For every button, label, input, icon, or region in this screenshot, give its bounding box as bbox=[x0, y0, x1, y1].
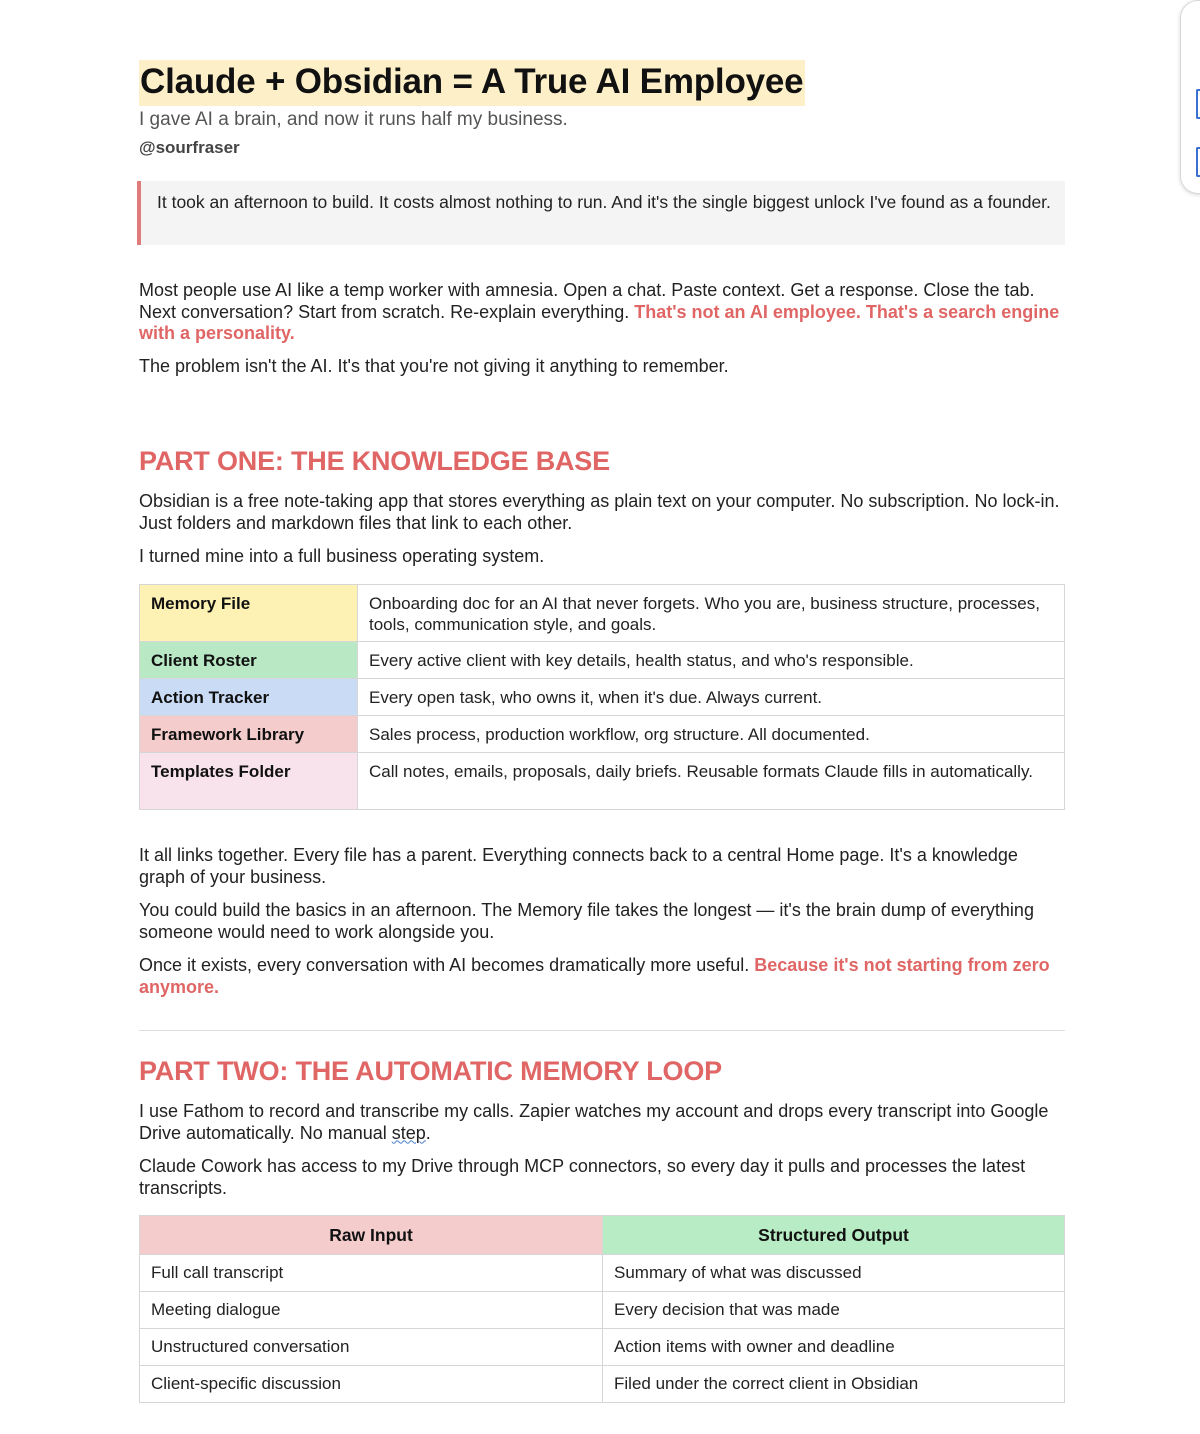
intro-paragraph-2: The problem isn't the AI. It's that you're not giving it anything to remember. bbox=[139, 356, 729, 376]
kb-table-row bbox=[140, 585, 1065, 642]
part-one-paragraph-2: I turned mine into a full business operating system. bbox=[139, 546, 545, 566]
section-divider bbox=[139, 1030, 1065, 1031]
io-table-row bbox=[140, 1329, 1065, 1366]
raw-input-cell: Client-specific discussion bbox=[140, 1366, 603, 1403]
kb-row-description: Every active client with key details, health status, and who's responsible. bbox=[358, 642, 1065, 679]
kb-table-row bbox=[140, 642, 1065, 679]
structured-output-cell: Summary of what was discussed bbox=[603, 1255, 1065, 1292]
structured-output-cell: Every decision that was made bbox=[603, 1292, 1065, 1329]
part-one-paragraph-4: You could build the basics in an afternoon. The Memory file takes the longest — it's the brain dump of everything someone would need to work alongside you. bbox=[139, 900, 1034, 942]
raw-input-cell: Meeting dialogue bbox=[140, 1292, 603, 1329]
structured-output-cell: Filed under the correct client in Obsidian bbox=[603, 1366, 1065, 1403]
part-two-heading: PART TWO: THE AUTOMATIC MEMORY LOOP bbox=[139, 1056, 722, 1086]
kb-row-key: Memory File bbox=[140, 585, 358, 642]
callout-quote: It took an afternoon to build. It costs almost nothing to run. And it's the single biggest unlock I've found as a founder. bbox=[137, 181, 1065, 245]
part-one-paragraph-1: Obsidian is a free note-taking app that stores everything as plain text on your computer. No subscription. No lock-in. Just folders and markdown files that link to each other. bbox=[139, 491, 1060, 533]
kb-row-key: Templates Folder bbox=[140, 753, 358, 810]
comment-icon[interactable] bbox=[1196, 89, 1200, 119]
raw-input-header: Raw Input bbox=[140, 1216, 603, 1255]
intro-text: Most people use AI like a temp worker with amnesia. Open a chat. Paste context. Get a response. Close the tab. Next conversation? Start from scratch. Re-explain everything. bbox=[139, 280, 1035, 322]
kb-row-description: Sales process, production workflow, org structure. All documented. bbox=[358, 716, 1065, 753]
kb-row-key: Action Tracker bbox=[140, 679, 358, 716]
kb-table-row bbox=[140, 679, 1065, 716]
author-handle: @sourfraser bbox=[139, 138, 240, 157]
p5-highlight: Because it's not starting from zero anymore. bbox=[139, 955, 1050, 997]
io-table-row bbox=[140, 1292, 1065, 1329]
p5-text: Once it exists, every conversation with AI becomes dramatically more useful. bbox=[139, 955, 755, 975]
input-output-table bbox=[139, 1215, 1065, 1403]
comment-icon[interactable] bbox=[1196, 147, 1200, 177]
kb-row-key: Client Roster bbox=[140, 642, 358, 679]
io-table-row bbox=[140, 1255, 1065, 1292]
intro-paragraph-1 bbox=[139, 280, 1065, 345]
kb-row-description: Call notes, emails, proposals, daily briefs. Reusable formats Claude fills in automatically. bbox=[358, 753, 1065, 810]
part-one-paragraph-3: It all links together. Every file has a parent. Everything connects back to a central Home page. It's a knowledge graph of your business. bbox=[139, 845, 1018, 887]
part-two-paragraph-1 bbox=[139, 1101, 1065, 1144]
part-one-heading: PART ONE: THE KNOWLEDGE BASE bbox=[139, 446, 610, 476]
intro-highlight: That's not an AI employee. That's a search engine with a personality. bbox=[139, 301, 1060, 343]
p1-text: I use Fathom to record and transcribe my calls. Zapier watches my account and drops every transcript into Google Drive automatically. No manual bbox=[139, 1101, 1049, 1143]
kb-table-row bbox=[140, 716, 1065, 753]
structured-output-cell: Action items with owner and deadline bbox=[603, 1329, 1065, 1366]
side-comment-panel[interactable] bbox=[1180, 0, 1200, 194]
doc-title: Claude + Obsidian = A True AI Employee bbox=[139, 60, 805, 106]
raw-input-cell: Unstructured conversation bbox=[140, 1329, 603, 1366]
raw-input-cell: Full call transcript bbox=[140, 1255, 603, 1292]
p1-end: . bbox=[425, 1122, 431, 1143]
part-one-paragraph-5 bbox=[139, 955, 1065, 998]
doc-subtitle: I gave AI a brain, and now it runs half my business. bbox=[139, 109, 568, 130]
kb-table-row bbox=[140, 753, 1065, 810]
io-table-row bbox=[140, 1366, 1065, 1403]
part-two-paragraph-2: Claude Cowork has access to my Drive through MCP connectors, so every day it pulls and processes the latest transcripts. bbox=[139, 1156, 1026, 1198]
knowledge-base-table bbox=[139, 584, 1065, 810]
structured-output-header: Structured Output bbox=[603, 1216, 1065, 1255]
spellcheck-word[interactable]: step bbox=[391, 1122, 426, 1143]
kb-row-description: Every open task, who owns it, when it's due. Always current. bbox=[358, 679, 1065, 716]
kb-row-description: Onboarding doc for an AI that never forgets. Who you are, business structure, processes, tools, communication style, and goals. bbox=[358, 585, 1065, 642]
kb-row-key: Framework Library bbox=[140, 716, 358, 753]
